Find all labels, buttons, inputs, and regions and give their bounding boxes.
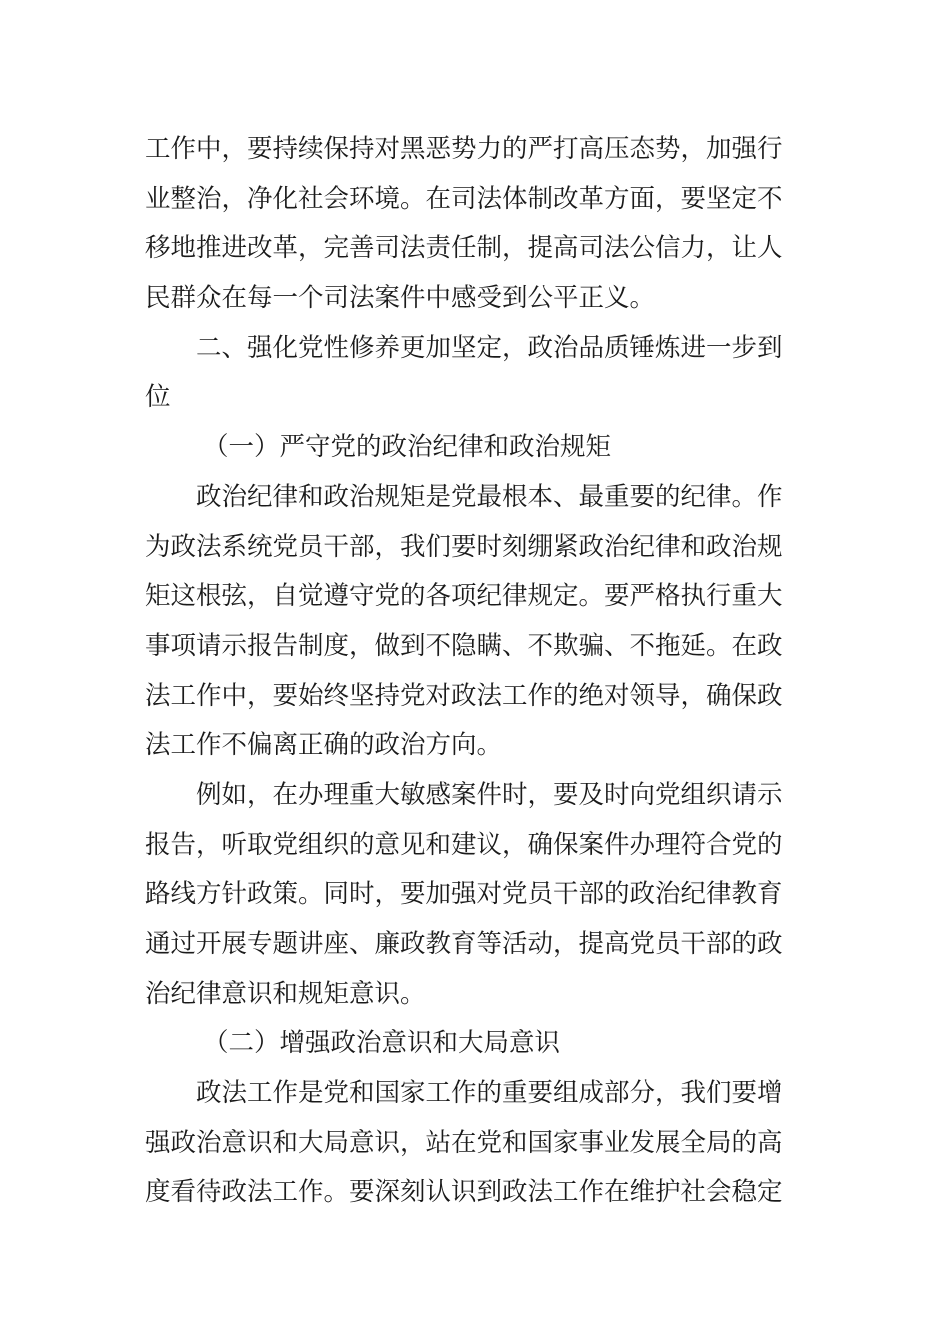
text-line: 强政治意识和大局意识，站在党和国家事业发展全局的高 (145, 1127, 783, 1158)
text-line: 通过开展专题讲座、廉政教育等活动，提高党员干部的政 (145, 929, 783, 959)
section-heading-continued: 位 (145, 382, 171, 413)
text-line: 业整治，净化社会环境。在司法体制改革方面，要坚定不 (145, 183, 783, 214)
paragraph-start: 例如，在办理重大敏感案件时，要及时向党组织请示 (196, 779, 783, 810)
text-line: 治纪律意识和规矩意识。 (145, 978, 426, 1009)
text-line: 民群众在每一个司法案件中感受到公平正义。 (145, 283, 656, 314)
text-line: 事项请示报告制度，做到不隐瞒、不欺骗、不拖延。在政 (145, 630, 783, 661)
text-line: 为政法系统党员干部，我们要时刻绷紧政治纪律和政治规 (145, 531, 783, 562)
text-line: 路线方针政策。同时，要加强对党员干部的政治纪律教育 (145, 879, 783, 910)
text-line: 矩这根弦，自觉遵守党的各项纪律规定。要严格执行重大 (145, 581, 783, 612)
text-line: 工作中，要持续保持对黑恶势力的严打高压态势，加强行 (145, 134, 783, 164)
subsection-heading: （二）增强政治意识和大局意识 (203, 1028, 561, 1059)
subsection-heading: （一）严守党的政治纪律和政治规矩 (203, 432, 612, 463)
text-line: 报告，听取党组织的意见和建议，确保案件办理符合党的 (145, 829, 783, 860)
document-body (145, 125, 807, 1218)
paragraph-start: 政治纪律和政治规矩是党最根本、最重要的纪律。作 (196, 481, 783, 512)
text-line: 度看待政法工作。要深刻认识到政法工作在维护社会稳定 (145, 1177, 783, 1208)
paragraph-start: 政法工作是党和国家工作的重要组成部分，我们要增 (196, 1078, 783, 1109)
text-line: 移地推进改革，完善司法责任制，提高司法公信力，让人 (145, 233, 783, 264)
section-heading: 二、强化党性修养更加坚定，政治品质锤炼进一步到 (196, 332, 783, 363)
text-line: 法工作中，要始终坚持党对政法工作的绝对领导，确保政 (145, 680, 783, 711)
text-line: 法工作不偏离正确的政治方向。 (145, 730, 503, 761)
